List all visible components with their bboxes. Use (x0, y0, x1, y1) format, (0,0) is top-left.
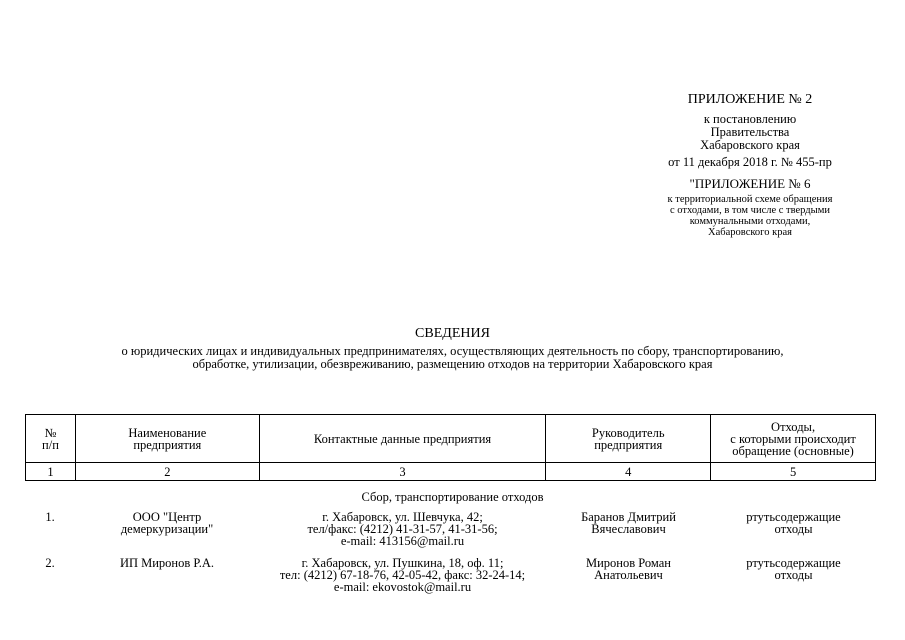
subtitle-line: о юридических лицах и индивидуальных предпринимателях, осуществляющих деятельность по сбору, транспортированию, (121, 344, 784, 358)
header-cell-head (546, 415, 711, 463)
scheme-line: коммунальными отходами, (689, 216, 811, 227)
contact-line: e-mail: ekovostok@mail.ru (333, 580, 472, 594)
header-text: предприятия (594, 437, 663, 452)
row-number: 2. (45, 556, 55, 570)
contact-line: тел: (4212) 67-18-76, 42-05-42, факс: 32-24-14; (279, 568, 526, 582)
waste-line: отходы (774, 522, 813, 536)
waste-line: ртутьсодержащие (746, 556, 841, 570)
company-waste (711, 511, 876, 535)
header-text: Контактные данные предприятия (313, 431, 492, 446)
resolution-line: к постановлению (703, 112, 797, 126)
waste-line: отходы (774, 568, 813, 582)
header-text: № (44, 425, 57, 440)
company-name-line: ООО "Центр (132, 510, 202, 524)
column-number: 1 (26, 463, 76, 481)
header-text: обращение (основные) (732, 443, 854, 458)
company-head (546, 557, 711, 581)
header-text: Отходы, (771, 419, 816, 434)
row-number: 1. (45, 510, 55, 524)
head-line: Баранов Дмитрий (581, 510, 676, 524)
header-row (26, 415, 876, 463)
resolution-line: Хабаровского края (700, 138, 800, 152)
company-name (75, 557, 259, 569)
header-text: предприятия (133, 437, 202, 452)
company-contacts (259, 557, 546, 593)
scheme-line: с отходами, в том числе с твердыми (670, 205, 830, 216)
company-name (75, 511, 259, 535)
appendix-title: ПРИЛОЖЕНИЕ № 2 (687, 92, 813, 107)
column-number-row (26, 463, 876, 481)
resolution-date: от 11 декабря 2018 г. № 455-пр (668, 155, 832, 169)
head-line: Вячеславович (591, 522, 666, 536)
contact-line: г. Хабаровск, ул. Шевчука, 42; (322, 510, 483, 524)
scheme-line: к территориальной схеме обращения (667, 194, 833, 205)
header-cell-name (75, 415, 259, 463)
section-title: Сбор, транспортирование отходов (361, 490, 544, 504)
header-text: Руководитель (591, 425, 665, 440)
document-subtitle (20, 345, 885, 371)
column-number: 3 (259, 463, 546, 481)
contact-line: тел/факс: (4212) 41-31-57, 41-31-56; (307, 522, 498, 536)
appendix-header (600, 92, 900, 238)
company-name-line: демеркуризации" (120, 522, 214, 536)
contact-line: г. Хабаровск, ул. Пушкина, 18, оф. 11; (301, 556, 504, 570)
column-number: 2 (75, 463, 259, 481)
header-cell-number (26, 415, 76, 463)
resolution-line: Правительства (710, 125, 790, 139)
company-name-line: ИП Миронов Р.А. (119, 556, 215, 570)
company-waste (711, 557, 876, 581)
appendix6-title: "ПРИЛОЖЕНИЕ № 6 (689, 176, 811, 191)
contact-line: e-mail: 413156@mail.ru (340, 534, 465, 548)
head-line: Миронов Роман (586, 556, 671, 570)
scheme-ref (600, 194, 900, 238)
document-title: СВЕДЕНИЯ (415, 326, 490, 341)
header-text: Наименование (128, 425, 207, 440)
column-number: 5 (711, 463, 876, 481)
header-cell-contacts (259, 415, 546, 463)
waste-line: ртутьсодержащие (746, 510, 841, 524)
resolution-ref (600, 113, 900, 152)
company-contacts (259, 511, 546, 547)
company-head (546, 511, 711, 535)
header-text: с которыми происходит (730, 431, 856, 446)
header-cell-waste (711, 415, 876, 463)
scheme-line: Хабаровского края (708, 227, 792, 238)
column-number: 4 (546, 463, 711, 481)
head-line: Анатольевич (594, 568, 663, 582)
subtitle-line: обработке, утилизации, обезвреживанию, размещению отходов на территории Хабаровского края (192, 357, 713, 371)
data-table-header (25, 414, 876, 481)
header-text: п/п (42, 437, 59, 452)
